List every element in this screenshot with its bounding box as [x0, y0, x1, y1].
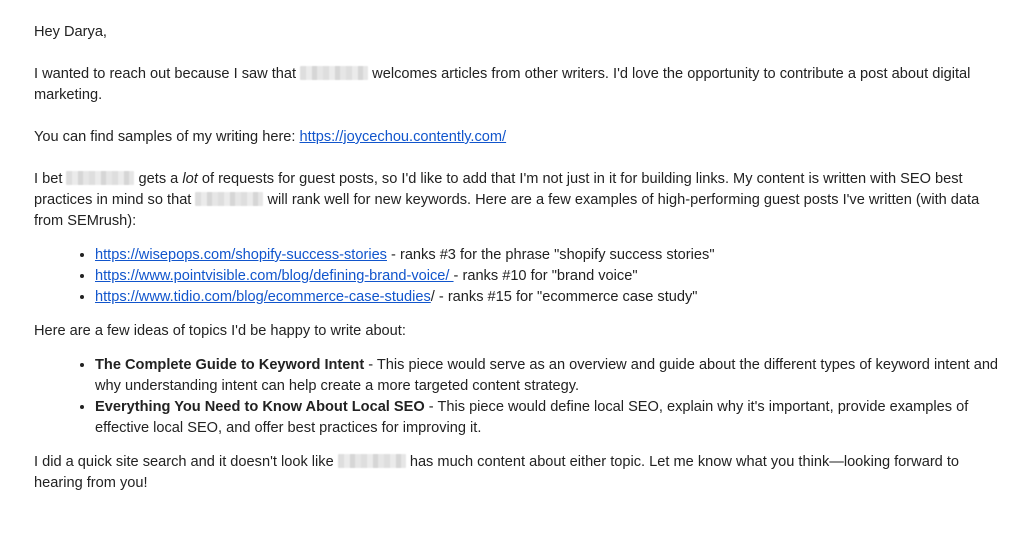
topics-list	[34, 355, 999, 439]
pitch-t3: of requests for guest posts, so I'd like to add that I'm not just in it for building links. My content is written with SEO best practices in mind so that	[34, 171, 963, 208]
closing-after: has much content about either topic. Let me know what you think—looking forward to hearing from you!	[34, 454, 960, 491]
topics-intro: Here are a few ideas of topics I'd be happy to write about:	[34, 323, 406, 339]
closing-paragraph	[34, 452, 999, 494]
redacted-site-name	[300, 66, 368, 80]
topic-title: The Complete Guide to Keyword Intent	[95, 357, 365, 373]
redacted-site-name	[338, 454, 406, 468]
list-item	[95, 266, 999, 287]
list-item	[95, 355, 999, 397]
intro-paragraph	[34, 64, 999, 106]
pitch-t1: I bet	[34, 171, 63, 187]
redacted-site-name	[195, 192, 263, 206]
topic-title: Everything You Need to Know About Local SEO	[95, 399, 425, 415]
example-link-pointvisible[interactable]: https://www.pointvisible.com/blog/defining-brand-voice/	[95, 268, 454, 284]
example-note: - ranks #3 for the phrase "shopify success stories"	[386, 247, 715, 263]
pitch-emphasis: lot	[182, 171, 198, 187]
samples-paragraph	[34, 127, 999, 148]
samples-text: You can find samples of my writing here:	[34, 129, 296, 145]
list-item	[95, 397, 999, 439]
example-note: / - ranks #15 for "ecommerce case study"	[430, 289, 698, 305]
pitch-t4: will rank well for new keywords. Here are a few examples of high-performing guest posts I've written (with data from SEMrush):	[34, 192, 980, 229]
redacted-site-name	[66, 171, 134, 185]
examples-list	[34, 245, 999, 308]
example-link-wisepops[interactable]: https://wisepops.com/shopify-success-stories	[95, 247, 387, 263]
list-item	[95, 287, 999, 308]
pitch-t2: gets a	[138, 171, 179, 187]
intro-before: I wanted to reach out because I saw that	[34, 66, 297, 82]
greeting: Hey Darya,	[34, 24, 107, 40]
topic-description: - This piece would serve as an overview and guide about the different types of keyword intent and why understanding intent can help create a more targeted content strategy.	[95, 357, 999, 394]
example-link-tidio[interactable]: https://www.tidio.com/blog/ecommerce-case-studies	[95, 289, 431, 305]
pitch-paragraph	[34, 169, 999, 232]
topic-description: - This piece would define local SEO, explain why it's important, provide examples of effective local SEO, and offer best practices for improving it.	[95, 399, 969, 436]
closing-before: I did a quick site search and it doesn't look like	[34, 454, 334, 470]
intro-after: welcomes articles from other writers. I'd love the opportunity to contribute a post about digital marketing.	[34, 66, 971, 103]
example-note: - ranks #10 for "brand voice"	[453, 268, 638, 284]
list-item	[95, 245, 999, 266]
portfolio-link[interactable]: https://joycechou.contently.com/	[299, 129, 507, 145]
